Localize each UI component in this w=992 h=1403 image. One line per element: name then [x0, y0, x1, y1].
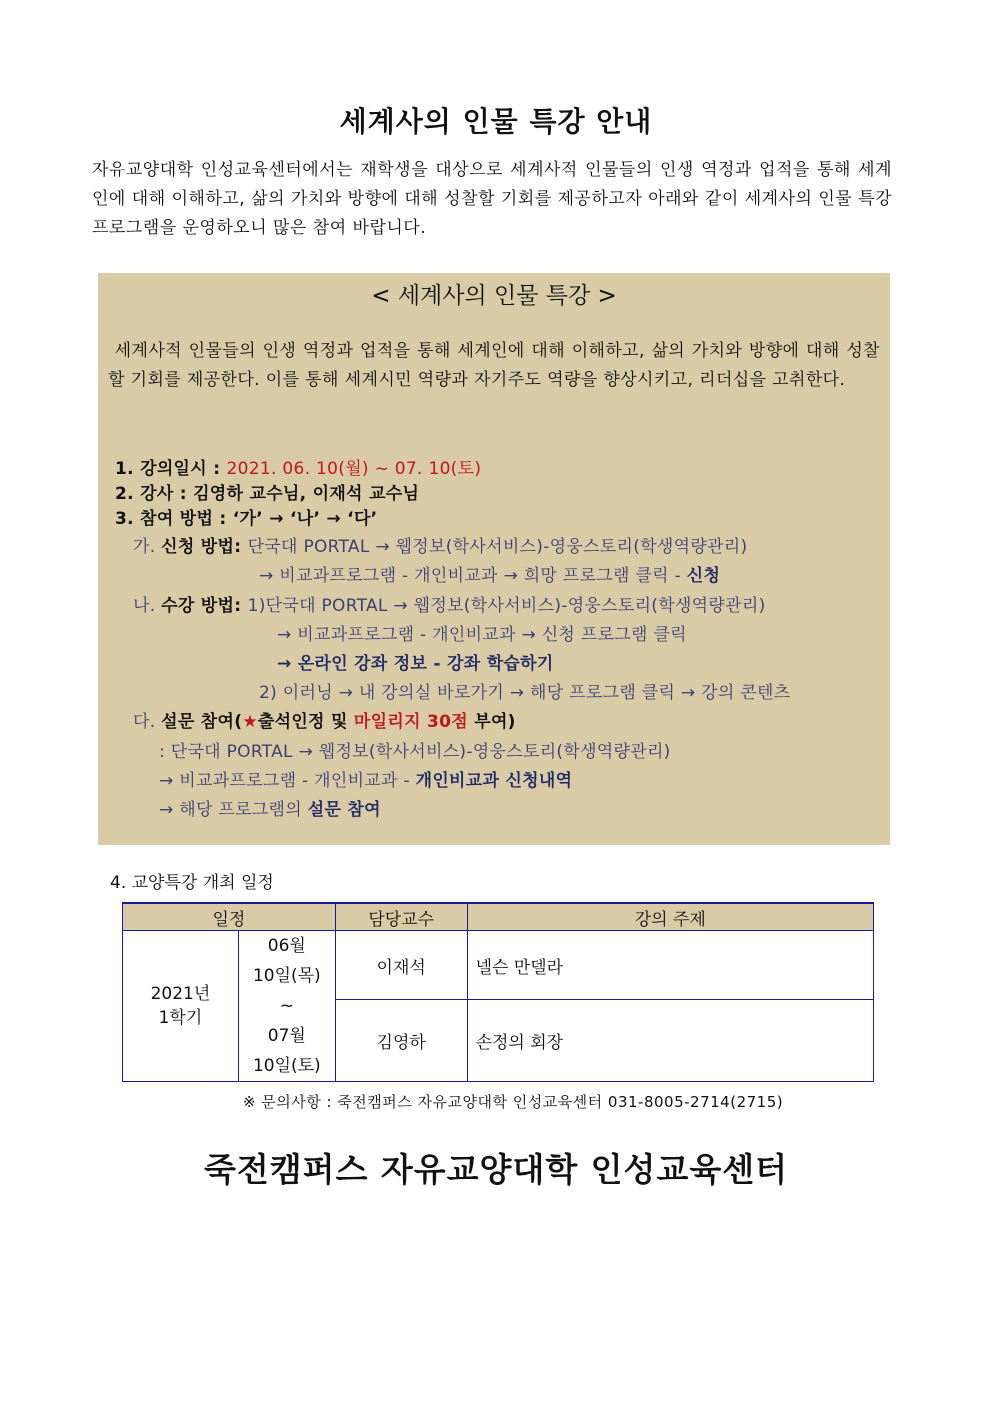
date-range-cell: 06월 10일(목) ~ 07월 10일(토) [238, 931, 335, 1082]
step-b-line3: → 온라인 강좌 정보 - 강좌 학습하기 [277, 654, 554, 674]
program-info-box [98, 273, 890, 845]
step-b-line1: 나. 수강 방법: 1)단국대 PORTAL → 웹정보(학사서비스)-영웅스토리(학생역량관리) [133, 596, 766, 616]
schedule-date: 2021. 06. 10(월) ~ 07. 10(토) [226, 459, 482, 479]
step-a-line1: 가. 신청 방법: 단국대 PORTAL → 웹정보(학사서비스)-영웅스토리(학생역량관리) [133, 537, 748, 557]
contact-info: ※ 문의사항 : 죽전캠퍼스 자유교양대학 인성교육센터 031-8005-2714(2715) [242, 1093, 784, 1111]
professor-cell: 이재석 [335, 931, 467, 1000]
step-c-line4: → 해당 프로그램의 설문 참여 [159, 800, 381, 820]
table-row [123, 931, 874, 1000]
item-schedule: 1. 강의일시 : 2021. 06. 10(월) ~ 07. 10(토) [115, 459, 482, 479]
topic-cell: 손정의 회장 [467, 1000, 873, 1082]
professor-cell: 김영하 [335, 1000, 467, 1082]
section4-heading: 4. 교양특강 개최 일정 [110, 873, 274, 893]
header-topic: 강의 주제 [467, 903, 873, 931]
intro-paragraph: 자유교양대학 인성교육센터에서는 재학생을 대상으로 세계사적 인물들의 인생 역정과 업적을 통해 세계인에 대해 이해하고, 삶의 가치와 방향에 대해 성찰할 기회를 제공하고자 아래와 같이 세계사의 인물 특강 프로그램을 운영하오니 많은 참여 바랍니다. [92, 160, 892, 238]
step-b-line2: → 비교과프로그램 - 개인비교과 → 신청 프로그램 클릭 [277, 625, 687, 645]
box-description: 세계사적 인물들의 인생 역정과 업적을 통해 세계인에 대해 이해하고, 삶의 가치와 방향에 대해 성찰할 기회를 제공한다. 이를 통해 세계시민 역량과 자기주도 역량을 향상시키고, 리더십을 고취한다. [108, 341, 880, 390]
header-professor: 담당교수 [335, 903, 467, 931]
footer-organization: 죽전캠퍼스 자유교양대학 인성교육센터 [204, 1150, 788, 1189]
step-b-line4: 2) 이러닝 → 내 강의실 바로가기 → 해당 프로그램 클릭 → 강의 콘텐츠 [259, 683, 791, 703]
item-lecturers: 2. 강사 : 김영하 교수님, 이재석 교수님 [115, 484, 420, 504]
topic-cell: 넬슨 만델라 [467, 931, 873, 1000]
item-method: 3. 참여 방법 : ‘가’ → ‘나’ → ‘다’ [115, 509, 378, 529]
step-c-line1: 다. 설문 참여(★출석인정 및 마일리지 30점 부여) [133, 712, 516, 732]
page-title: 세계사의 인물 특강 안내 [339, 105, 653, 138]
box-title: < 세계사의 인물 특강 > [371, 283, 617, 309]
star-icon: ★ [242, 712, 258, 732]
step-a-line2: → 비교과프로그램 - 개인비교과 → 희망 프로그램 클릭 - 신청 [259, 566, 721, 586]
step-c-line3: → 비교과프로그램 - 개인비교과 - 개인비교과 신청내역 [159, 771, 573, 791]
schedule-table [122, 902, 874, 1082]
header-schedule: 일정 [123, 903, 336, 931]
table-header-row [123, 903, 874, 931]
step-c-line2: : 단국대 PORTAL → 웹정보(학사서비스)-영웅스토리(학생역량관리) [159, 742, 671, 762]
semester-cell: 2021년 1학기 [123, 931, 239, 1082]
